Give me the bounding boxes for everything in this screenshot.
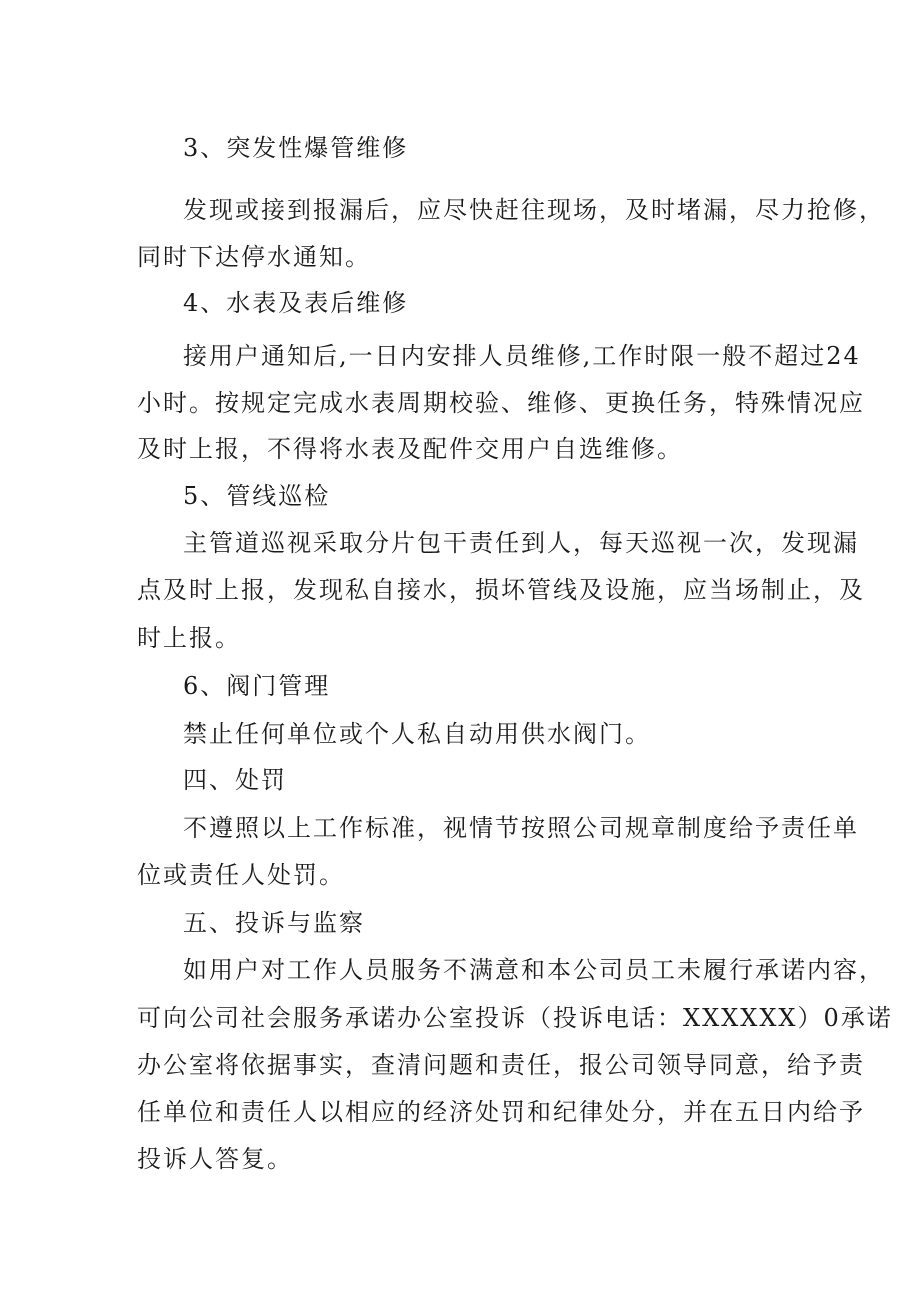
paragraph-line: 可向公司社会服务承诺办公室投诉（投诉电话：XXXXXX）0承诺 (137, 1004, 893, 1032)
paragraph-line: 位或责任人处罚。 (137, 861, 345, 889)
paragraph-line: 时上报。 (137, 624, 241, 652)
section-heading: 6、阀门管理 (183, 672, 331, 700)
paragraph-line: 及时上报，不得将水表及配件交用户自选维修。 (137, 435, 683, 463)
paragraph-line: 主管道巡视采取分片包干责任到人，每天巡视一次，发现漏 (183, 529, 859, 557)
paragraph-line: 同时下达停水通知。 (137, 243, 371, 271)
paragraph-line: 禁止任何单位或个人私自动用供水阀门。 (183, 720, 651, 748)
section-heading: 五、投诉与监察 (183, 909, 365, 937)
paragraph-line: 接用户通知后,一日内安排人员维修,工作时限一般不超过24 (183, 342, 861, 370)
paragraph-line: 不遵照以上工作标准，视情节按照公司规章制度给予责任单 (183, 814, 859, 842)
paragraph-line: 如用户对工作人员服务不满意和本公司员工未履行承诺内容， (183, 956, 885, 984)
paragraph-line: 投诉人答复。 (137, 1145, 293, 1173)
section-heading: 3、突发性爆管维修 (183, 134, 409, 162)
paragraph-line: 小时。按规定完成水表周期校验、维修、更换任务，特殊情况应 (137, 389, 865, 417)
paragraph-line: 点及时上报，发现私自接水，损坏管线及设施，应当场制止，及 (137, 576, 865, 604)
paragraph-line: 办公室将依据事实，查清问题和责任，报公司领导同意，给予责 (137, 1051, 865, 1079)
paragraph-line: 发现或接到报漏后，应尽快赶往现场，及时堵漏，尽力抢修， (183, 196, 885, 224)
section-heading: 4、水表及表后维修 (183, 289, 409, 317)
section-heading: 5、管线巡检 (183, 482, 331, 510)
paragraph-line: 任单位和责任人以相应的经济处罚和纪律处分，并在五日内给予 (137, 1098, 865, 1126)
section-heading: 四、处罚 (183, 766, 287, 794)
